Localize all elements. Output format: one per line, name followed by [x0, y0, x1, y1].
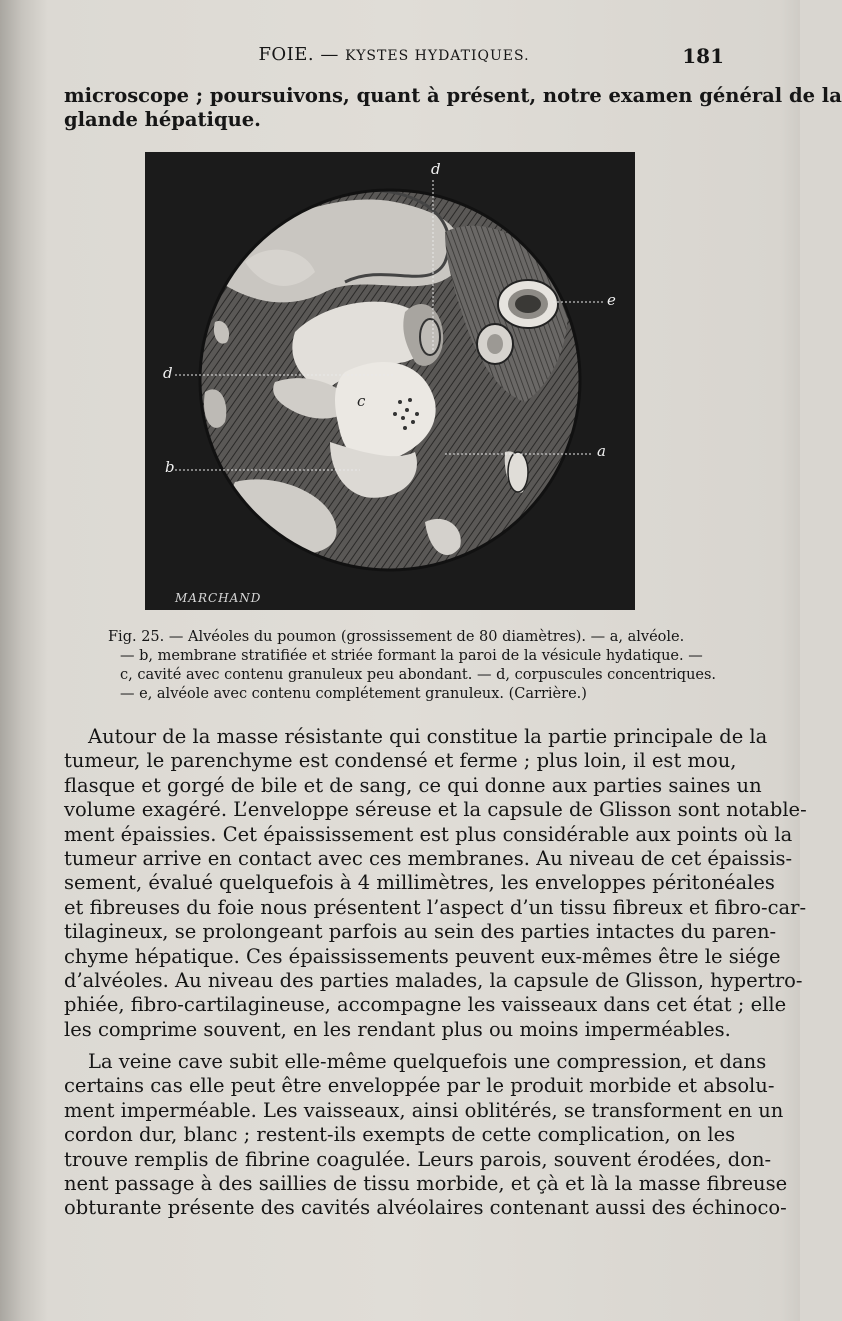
text-line: sement, évalué quelquefois à 4 millimètres, les enveloppes péritonéales: [64, 871, 775, 895]
text-line: trouve remplis de fibrine coagulée. Leurs parois, souvent érodées, don-: [64, 1147, 772, 1171]
text-line: tumeur arrive en contact avec ces membranes. Au niveau de cet épaissis-: [64, 847, 793, 871]
text-line: ment épaissies. Cet épaississement est plus considérable aux points où la: [64, 822, 793, 846]
caption-line: c, cavité avec contenu granuleux peu abondant. — d, corpuscules concentriques.: [120, 667, 717, 683]
body-paragraph-2: [64, 1050, 788, 1221]
text-line: et fibreuses du foie nous présentent l’aspect d’un tissu fibreux et fibro-car-: [64, 895, 807, 919]
text-line: d’alvéoles. Au niveau des parties malades, la capsule de Glisson, hypertro-: [64, 969, 803, 993]
text-line: microscope ; poursuivons, quant à présent, notre examen général de la: [64, 84, 842, 107]
figure-engraving: [145, 152, 635, 610]
caption-line: Fig. 25. — Alvéoles du poumon (grossissement de 80 diamètres). — a, alvéole.: [108, 629, 685, 645]
caption-line: — b, membrane stratifiée et striée formant la paroi de la vésicule hydatique. —: [120, 648, 703, 664]
running-header: [64, 44, 724, 74]
running-title-main: FOIE. —: [258, 44, 346, 65]
running-title: [64, 44, 724, 65]
figure-label-d-left: d: [163, 364, 173, 382]
body-paragraph-1: [64, 725, 807, 1042]
figure-label-a: a: [597, 442, 606, 460]
text-line: tumeur, le parenchyme est condensé et ferme ; plus loin, il est mou,: [64, 749, 737, 773]
text-line: les comprime souvent, en les rendant plus ou moins imperméables.: [64, 1017, 731, 1041]
text-line: nent passage à des saillies de tissu morbide, et çà et là la masse fibreuse: [64, 1172, 788, 1196]
text-line: flasque et gorgé de bile et de sang, ce qui donne aux parties saines un: [64, 773, 762, 797]
figure-label-b: b: [165, 458, 175, 476]
text-line: Autour de la masse résistante qui constitue la partie principale de la: [88, 725, 768, 748]
text-line: tilagineux, se prolongeant parfois au sein des parties intactes du paren-: [64, 920, 777, 944]
text-line: phiée, fibro-cartilagineuse, accompagne les vaisseaux dans cet état ; elle: [64, 993, 787, 1017]
text-line: volume exagéré. L’enveloppe séreuse et la capsule de Glisson sont notable-: [64, 798, 807, 822]
text-line: La veine cave subit elle-même quelquefois une compression, et dans: [88, 1050, 767, 1073]
micrograph-illustration: [145, 152, 635, 610]
figure-label-c: c: [357, 392, 366, 410]
intro-paragraph: [64, 84, 842, 133]
text-line: certains cas elle peut être enveloppée par le produit morbide et absolu-: [64, 1074, 775, 1098]
text-line: ment imperméable. Les vaisseaux, ainsi oblitérés, se transforment en un: [64, 1098, 784, 1122]
text-line: glande hépatique.: [64, 108, 261, 132]
page-number: 181: [682, 44, 724, 68]
text-line: chyme hépatique. Ces épaississements peuvent eux-mêmes être le siége: [64, 944, 781, 968]
figure-label-e: e: [607, 291, 616, 309]
text-line: cordon dur, blanc ; restent-ils exempts de cette complication, on les: [64, 1123, 736, 1147]
running-title-sub: KYSTES HYDATIQUES.: [345, 48, 530, 64]
engraver-signature: MARCHAND: [175, 591, 262, 605]
text-line: obturante présente des cavités alvéolaires contenant aussi des échinoco-: [64, 1196, 787, 1220]
figure-caption: [64, 628, 724, 704]
caption-line: — e, alvéole avec contenu complétement granuleux. (Carrière.): [120, 686, 587, 702]
figure-label-d-top: d: [431, 160, 441, 178]
